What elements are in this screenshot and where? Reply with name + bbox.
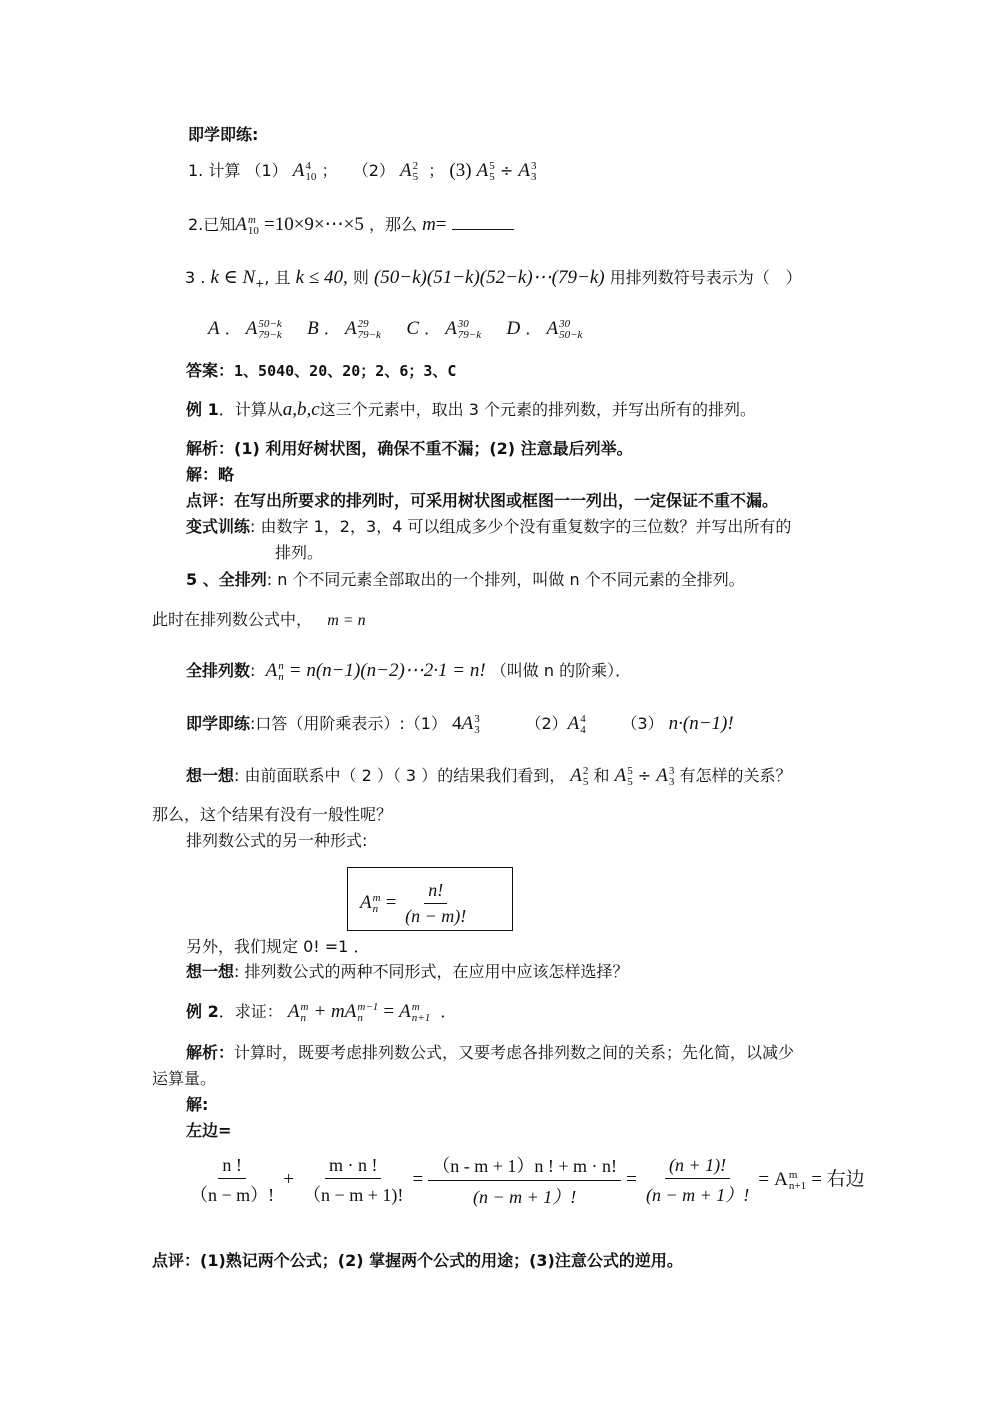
- fraction: $\frac{n!}{(n - m)!}$: [405, 880, 467, 926]
- think-2-label: 想一想: [186, 962, 235, 981]
- analysis-label: 解析：: [186, 1043, 235, 1062]
- think-2-text: : 排列数公式的两种不同形式，在应用中应该怎样选择？: [234, 962, 629, 981]
- example-2-solution: 解:: [186, 1095, 209, 1114]
- example-2-text: ．求证：: [218, 1002, 283, 1021]
- example-2: 例 2．求证： A m n + mA m−1 n = A m n+1 ．: [186, 1000, 457, 1024]
- analysis-text: 计算时，既要考虑排列数公式，又要考虑各排列数之间的关系；先化简，以减少: [234, 1043, 795, 1062]
- perm-indices: m 10: [247, 213, 259, 237]
- answer-blank[interactable]: [452, 215, 514, 230]
- question-1: [188, 160, 536, 183]
- fraction-1: $\frac{n !}{(n - m)!}$: [190, 1154, 275, 1205]
- answer-line: [186, 360, 456, 382]
- q3-options: [208, 318, 582, 341]
- option-c[interactable]: C ． A 30 79−k: [406, 317, 482, 341]
- practice-2-text: :口答（用阶乘表示）:（1）: [250, 714, 447, 733]
- fraction-3: $\frac{(n - m + 1)n ! + m \cdot n!}{(n - m + 1)!}$: [428, 1152, 621, 1209]
- practice-2: 即学即练:口答（用阶乘表示）:（1） 4A 3 3 （2）A 4 4 （3） n·(n−1)!: [186, 712, 734, 736]
- variant-exercise-cont: 排列。: [275, 543, 324, 562]
- final-comment: 点评：(1)熟记两个公式；(2) 掌握两个公式的用途；(3)注意公式的逆用。: [152, 1251, 683, 1270]
- full-permutation: 全排列数: A n n = n(n−1)(n−2)⋯2·1 = n! （叫做 n 的阶乘）．: [186, 659, 632, 683]
- section-5-label: 5 、全排列: [186, 570, 267, 589]
- think-1-and: 和: [593, 766, 610, 785]
- sep: ；: [321, 161, 338, 180]
- option-d[interactable]: D ． A 30 50−k: [506, 317, 583, 341]
- fraction-2: $\frac{m \cdot n !}{(n - m + 1)!}$: [303, 1154, 404, 1205]
- perm-symbol: A: [235, 214, 247, 235]
- q3-cond1: k ∈ N: [210, 267, 256, 288]
- divide-sign: ÷: [499, 161, 514, 180]
- right-side: = 右边: [811, 1169, 865, 1190]
- example-2-end: ．: [440, 1002, 457, 1021]
- q2-var: m: [422, 214, 436, 235]
- perm-symbol: A: [360, 892, 372, 913]
- section-5-text: : n 个不同元素全部取出的一个排列，叫做 n 个不同元素的全排列。: [266, 570, 745, 589]
- q3-cond2: k ≤ 40,: [295, 267, 348, 288]
- practice-2-part2: （2）: [525, 714, 568, 733]
- q2-rhs: =10×9×⋯×5: [263, 214, 364, 235]
- section-5: [186, 569, 745, 591]
- example-1-label: 例 1: [186, 400, 219, 419]
- perm-indices: 2 5: [412, 159, 419, 183]
- perm-indices: 4 10: [305, 159, 317, 183]
- perm-indices: 3 3: [530, 159, 537, 183]
- example-1-text-b: 这三个元素中，取出 3 个元素的排列数，并写出所有的排列。: [319, 400, 757, 419]
- example-1-comment: 点评：在写出所要求的排列时，可采用树状图或框图一一列出，一定保证不重不漏。: [186, 491, 779, 510]
- q1-part1: （1）: [245, 161, 288, 180]
- practice-2-label: 即学即练: [186, 714, 251, 733]
- q3-sep: , 且: [264, 268, 291, 287]
- q3-cond1-sub: +: [255, 277, 265, 291]
- think-1-line3: 排列数公式的另一种形式:: [186, 831, 368, 850]
- example-1-vars: a,b,c: [282, 399, 320, 420]
- think-1-text-b: 有怎样的关系？: [679, 766, 792, 785]
- example-1-solution: 解：略: [186, 465, 235, 484]
- q1-part3: (3): [449, 160, 472, 181]
- boxed-formula: A m n = $\frac{n!}{(n - m)!}$: [347, 867, 513, 931]
- q1-part2: （2）: [352, 161, 395, 180]
- think-1: 想一想: 由前面联系中（ 2 ）（ 3 ）的结果我们看到， A 2 5 和 A 5 5 ÷ A 3 3 有怎样的关系？: [186, 764, 792, 788]
- q3-product: (50−k)(51−k)(52−k)⋯(79−k): [373, 267, 605, 288]
- left-side-label: 左边=: [186, 1121, 232, 1140]
- option-b[interactable]: B ． A 29 79−k: [307, 317, 381, 341]
- variant-text: : 由数字 1，2，3，4 可以组成多少个没有重复数字的三位数？并写出所有的: [250, 517, 792, 536]
- q1-label: 1. 计算: [188, 161, 241, 180]
- full-formula: = n(n−1)(n−2)⋯2·1 = n!: [288, 660, 486, 681]
- example-2-analysis: [186, 1042, 794, 1064]
- practice-2-expr: n·(n−1)!: [668, 713, 734, 734]
- think-2: [186, 961, 629, 983]
- full-label: 全排列数: [186, 661, 251, 680]
- q3-then: 则: [352, 268, 369, 287]
- example-2-eq: =: [383, 1001, 395, 1022]
- example-1-analysis: 解析：(1) 利用好树状图，确保不重不漏；(2) 注意最后列举。: [186, 439, 633, 458]
- think-1-label: 想一想: [186, 766, 235, 785]
- sep: ；: [428, 161, 445, 180]
- example-2-label: 例 2: [186, 1002, 219, 1021]
- proof-equation: $\frac{n !}{(n - m)!}$ + $\frac{m \cdot n !}{(n - m + 1)!}$ = $\frac{(n - m + 1)n ! + m \cdot n!}{(n - m + 1)!}$ = $\frac{(n + 1)!}{(n - m + 1)!}$ = A m n+1 = 右边: [186, 1152, 865, 1209]
- perm-symbol: A: [400, 160, 412, 181]
- q3-label: 3 .: [185, 268, 206, 287]
- full-tail: （叫做 n 的阶乘）．: [490, 661, 632, 680]
- q2-tail: ，那么: [368, 215, 417, 234]
- note-text: 此时在排列数公式中，: [152, 610, 313, 629]
- zero-factorial-rule: 另外，我们规定 0! =1 ．: [186, 937, 370, 956]
- q2-label: 2.已知: [188, 215, 236, 234]
- think-1-text-a: : 由前面联系中（ 2 ）（ 3 ）的结果我们看到，: [234, 766, 566, 785]
- q2-eq: =: [435, 214, 447, 235]
- section-5-note: [152, 609, 366, 632]
- question-3: [185, 267, 802, 295]
- think-1-line2: 那么，这个结果有没有一般性呢？: [152, 805, 393, 824]
- answer-text: 1、5040、20、20；2、6；3、C: [234, 362, 457, 380]
- option-a[interactable]: A ． A 50−k 79−k: [208, 317, 282, 341]
- example-2-mid: + m: [313, 1001, 345, 1022]
- example-1-text-a: ．计算从: [218, 400, 283, 419]
- practice-2-part3: （3）: [621, 714, 664, 733]
- answer-label: 答案：: [186, 361, 235, 380]
- question-2: [188, 214, 514, 237]
- example-2-analysis-cont: 运算量。: [152, 1069, 217, 1088]
- perm-symbol: A: [476, 160, 489, 181]
- perm-symbol: A: [292, 160, 305, 181]
- perm-indices: 5 5: [489, 159, 495, 183]
- perm-symbol: A: [774, 1169, 788, 1190]
- note-eq: m = n: [327, 612, 366, 629]
- fraction-4: $\frac{(n + 1)!}{(n - m + 1)!}$: [645, 1154, 750, 1205]
- perm-symbol: A: [518, 160, 530, 181]
- variant-exercise: [186, 516, 791, 538]
- coef: 4: [452, 713, 462, 734]
- example-1: [186, 399, 756, 421]
- practice-heading: 即学即练:: [188, 125, 259, 144]
- variant-label: 变式训练: [186, 517, 251, 536]
- q3-ask: 用排列数符号表示为（ ）: [609, 268, 802, 287]
